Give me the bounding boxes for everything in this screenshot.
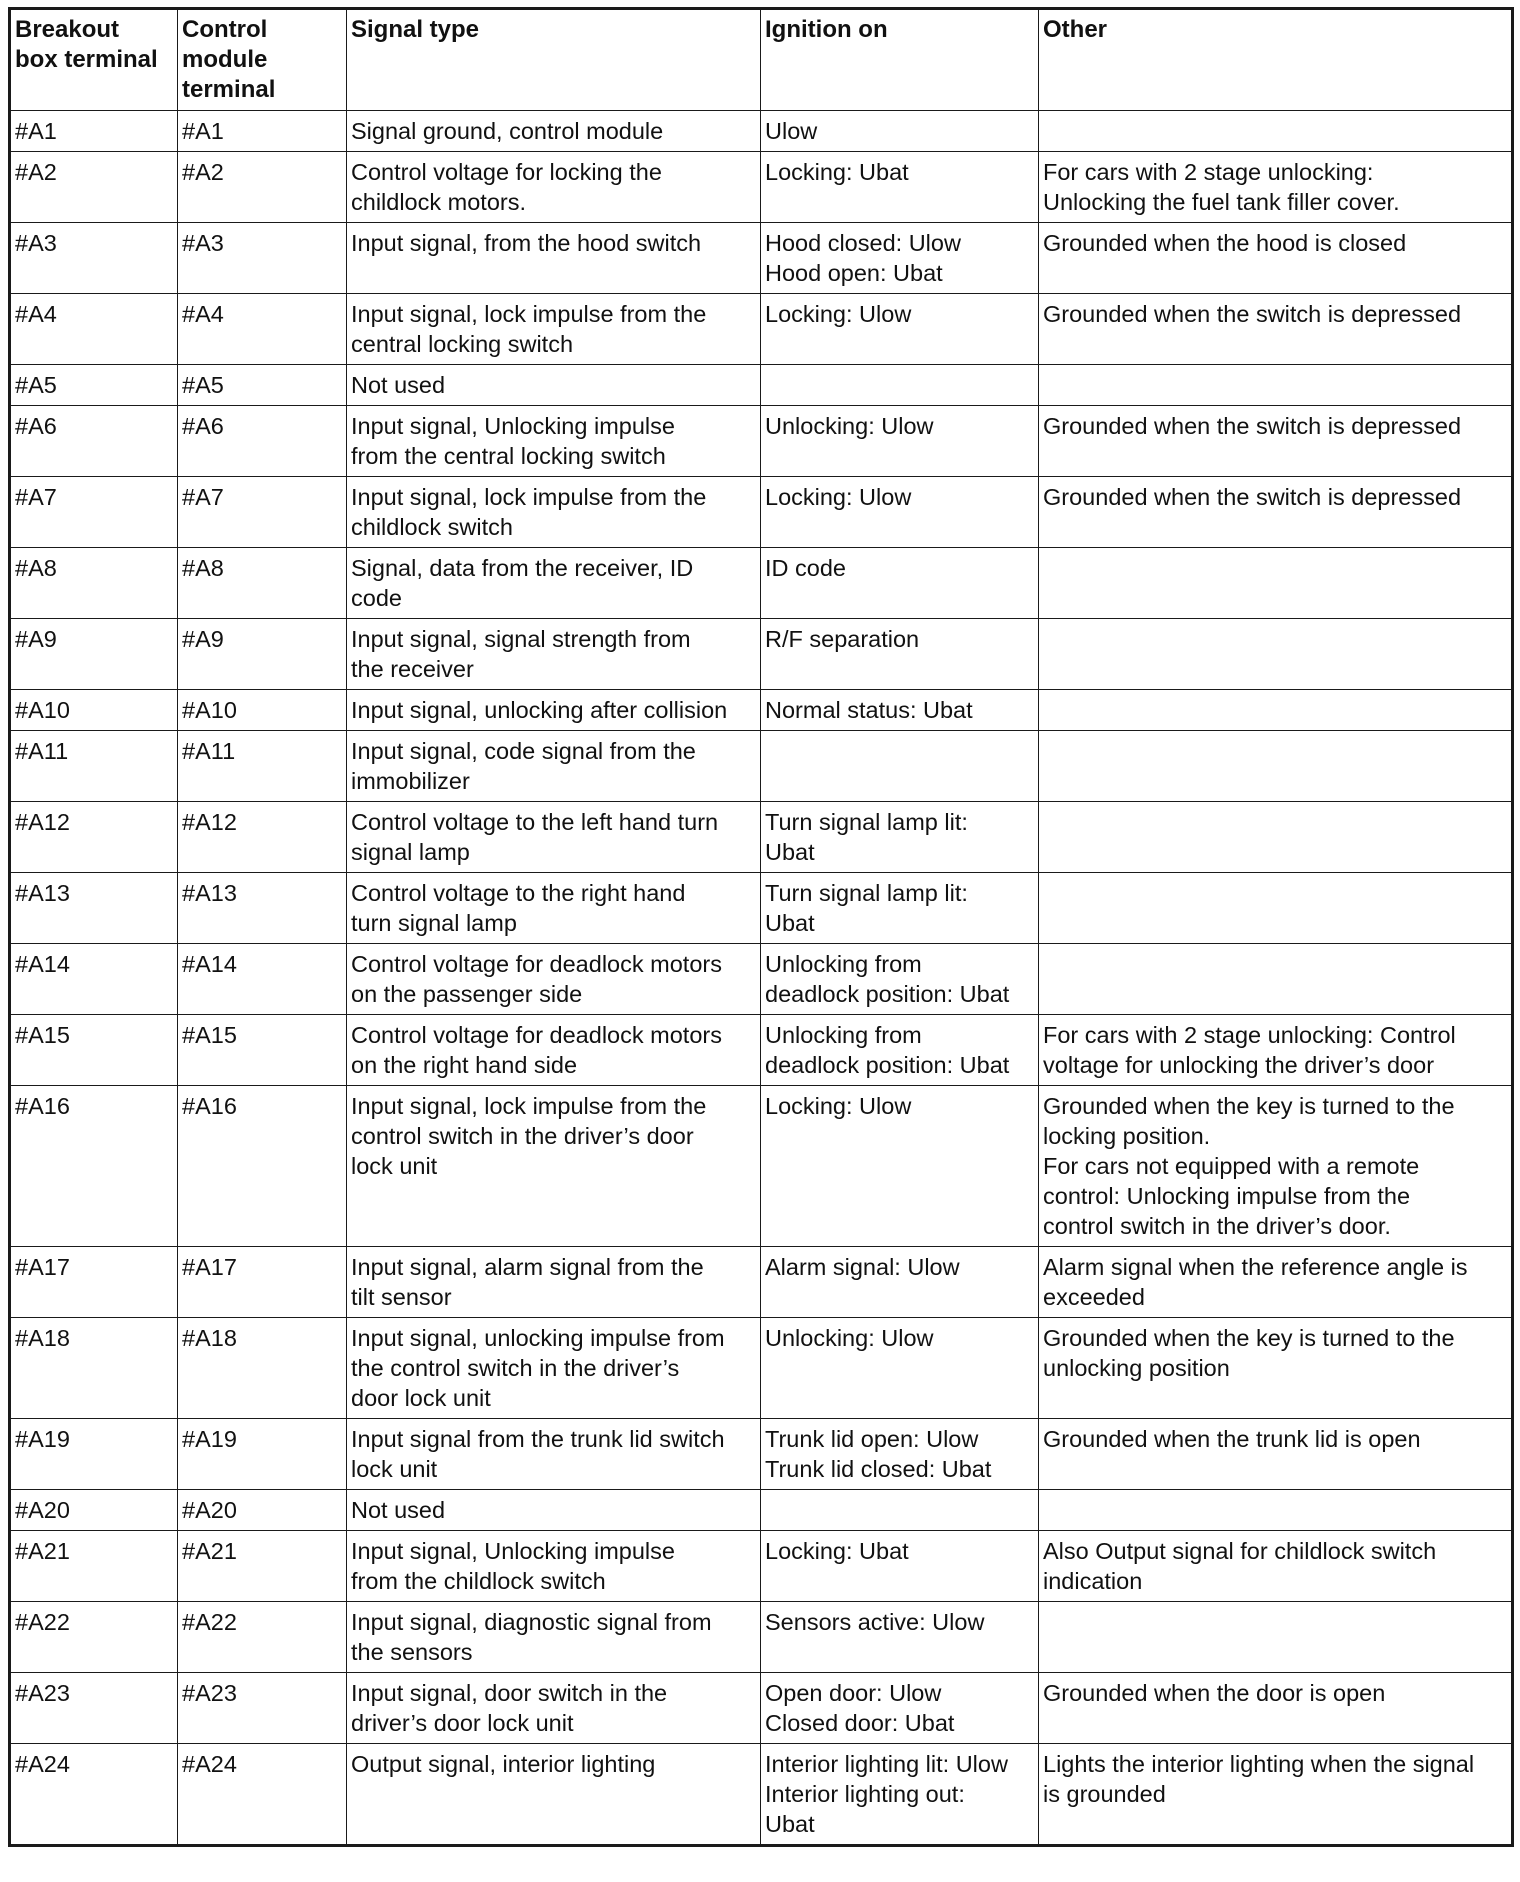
table-row [10, 802, 1513, 873]
control-module-terminal-cell: #A11 [178, 731, 347, 802]
ignition-on-cell: Alarm signal: Ulow [761, 1247, 1039, 1318]
signal-type-cell: Input signal, lock impulse from the central locking switch [347, 294, 761, 365]
signal-type-cell: Input signal, code signal from the immobilizer [347, 731, 761, 802]
table-row [10, 365, 1513, 406]
control-module-terminal-cell: #A15 [178, 1015, 347, 1086]
ignition-on-cell: R/F separation [761, 619, 1039, 690]
table-row [10, 1531, 1513, 1602]
table-row [10, 873, 1513, 944]
breakout-terminal-cell: #A22 [10, 1602, 178, 1673]
table-row [10, 1490, 1513, 1531]
other-cell [1039, 690, 1513, 731]
control-module-terminal-cell: #A23 [178, 1673, 347, 1744]
table-row [10, 1744, 1513, 1846]
signal-type-cell: Control voltage for locking the childlock motors. [347, 152, 761, 223]
breakout-terminal-cell: #A14 [10, 944, 178, 1015]
breakout-terminal-cell: #A15 [10, 1015, 178, 1086]
other-cell: For cars with 2 stage unlocking: Control voltage for unlocking the driver’s door [1039, 1015, 1513, 1086]
control-module-terminal-cell: #A10 [178, 690, 347, 731]
control-module-terminal-cell: #A16 [178, 1086, 347, 1247]
control-module-terminal-cell: #A4 [178, 294, 347, 365]
signal-type-cell: Input signal from the trunk lid switch lock unit [347, 1419, 761, 1490]
header-control-module-terminal: Control module terminal [178, 9, 347, 111]
other-cell: For cars with 2 stage unlocking: Unlocking the fuel tank filler cover. [1039, 152, 1513, 223]
other-cell: Grounded when the key is turned to the unlocking position [1039, 1318, 1513, 1419]
signal-type-cell: Signal ground, control module [347, 111, 761, 152]
breakout-terminal-cell: #A23 [10, 1673, 178, 1744]
table-row [10, 548, 1513, 619]
table-row [10, 1673, 1513, 1744]
breakout-terminal-cell: #A21 [10, 1531, 178, 1602]
breakout-terminal-cell: #A13 [10, 873, 178, 944]
signal-type-cell: Input signal, lock impulse from the childlock switch [347, 477, 761, 548]
control-module-terminal-cell: #A12 [178, 802, 347, 873]
table-row [10, 1015, 1513, 1086]
table-row [10, 1602, 1513, 1673]
ignition-on-cell: Locking: Ubat [761, 152, 1039, 223]
ignition-on-cell: Trunk lid open: Ulow Trunk lid closed: Ubat [761, 1419, 1039, 1490]
other-cell [1039, 731, 1513, 802]
table-row [10, 619, 1513, 690]
ignition-on-cell: Interior lighting lit: Ulow Interior lighting out: Ubat [761, 1744, 1039, 1846]
control-module-terminal-cell: #A13 [178, 873, 347, 944]
ignition-on-cell: Locking: Ulow [761, 294, 1039, 365]
ignition-on-cell [761, 1490, 1039, 1531]
signal-type-cell: Input signal, door switch in the driver’s door lock unit [347, 1673, 761, 1744]
breakout-terminal-cell: #A5 [10, 365, 178, 406]
signal-type-cell: Input signal, Unlocking impulse from the central locking switch [347, 406, 761, 477]
table-row [10, 1318, 1513, 1419]
signal-type-cell: Control voltage to the left hand turn signal lamp [347, 802, 761, 873]
other-cell: Also Output signal for childlock switch indication [1039, 1531, 1513, 1602]
other-cell: Lights the interior lighting when the signal is grounded [1039, 1744, 1513, 1846]
control-module-terminal-cell: #A6 [178, 406, 347, 477]
control-module-terminal-cell: #A3 [178, 223, 347, 294]
other-cell: Grounded when the switch is depressed [1039, 406, 1513, 477]
ignition-on-cell [761, 365, 1039, 406]
other-cell: Grounded when the key is turned to the locking position. For cars not equipped with a remote control: Unlocking impulse from the control switch in the driver’s door. [1039, 1086, 1513, 1247]
signal-type-cell: Input signal, from the hood switch [347, 223, 761, 294]
control-module-terminal-cell: #A18 [178, 1318, 347, 1419]
other-cell: Alarm signal when the reference angle is exceeded [1039, 1247, 1513, 1318]
table-header [10, 9, 1513, 111]
ignition-on-cell: Locking: Ulow [761, 1086, 1039, 1247]
breakout-terminal-cell: #A7 [10, 477, 178, 548]
table-row [10, 1419, 1513, 1490]
breakout-terminal-cell: #A17 [10, 1247, 178, 1318]
signal-type-cell: Input signal, unlocking impulse from the control switch in the driver’s door lock unit [347, 1318, 761, 1419]
other-cell [1039, 1602, 1513, 1673]
other-cell [1039, 111, 1513, 152]
breakout-terminal-cell: #A11 [10, 731, 178, 802]
control-module-terminal-cell: #A14 [178, 944, 347, 1015]
signal-type-cell: Control voltage for deadlock motors on the passenger side [347, 944, 761, 1015]
table-row [10, 294, 1513, 365]
table-row [10, 690, 1513, 731]
table-row [10, 406, 1513, 477]
breakout-terminal-cell: #A6 [10, 406, 178, 477]
breakout-terminal-cell: #A12 [10, 802, 178, 873]
other-cell: Grounded when the trunk lid is open [1039, 1419, 1513, 1490]
table-row [10, 944, 1513, 1015]
signal-type-cell: Control voltage to the right hand turn signal lamp [347, 873, 761, 944]
ignition-on-cell [761, 731, 1039, 802]
breakout-terminal-cell: #A4 [10, 294, 178, 365]
other-cell [1039, 944, 1513, 1015]
ignition-on-cell: Locking: Ulow [761, 477, 1039, 548]
breakout-terminal-cell: #A2 [10, 152, 178, 223]
ignition-on-cell: Unlocking: Ulow [761, 406, 1039, 477]
other-cell [1039, 365, 1513, 406]
table-row [10, 111, 1513, 152]
control-module-terminal-cell: #A22 [178, 1602, 347, 1673]
other-cell [1039, 873, 1513, 944]
signal-type-cell: Input signal, lock impulse from the control switch in the driver’s door lock unit [347, 1086, 761, 1247]
other-cell [1039, 548, 1513, 619]
ignition-on-cell: Hood closed: Ulow Hood open: Ubat [761, 223, 1039, 294]
table-row [10, 731, 1513, 802]
signal-type-cell: Signal, data from the receiver, ID code [347, 548, 761, 619]
other-cell [1039, 1490, 1513, 1531]
ignition-on-cell: Locking: Ubat [761, 1531, 1039, 1602]
ignition-on-cell: Ulow [761, 111, 1039, 152]
other-cell: Grounded when the door is open [1039, 1673, 1513, 1744]
control-module-terminal-cell: #A1 [178, 111, 347, 152]
other-cell [1039, 619, 1513, 690]
other-cell [1039, 802, 1513, 873]
breakout-terminal-cell: #A20 [10, 1490, 178, 1531]
header-ignition-on: Ignition on [761, 9, 1039, 111]
other-cell: Grounded when the switch is depressed [1039, 477, 1513, 548]
table-row [10, 152, 1513, 223]
table-row [10, 477, 1513, 548]
signal-type-cell: Input signal, unlocking after collision [347, 690, 761, 731]
table-row [10, 223, 1513, 294]
control-module-terminal-cell: #A17 [178, 1247, 347, 1318]
breakout-terminal-cell: #A16 [10, 1086, 178, 1247]
control-module-terminal-cell: #A9 [178, 619, 347, 690]
control-module-terminal-cell: #A24 [178, 1744, 347, 1846]
breakout-terminal-cell: #A8 [10, 548, 178, 619]
control-module-terminal-cell: #A8 [178, 548, 347, 619]
ignition-on-cell: Open door: Ulow Closed door: Ubat [761, 1673, 1039, 1744]
breakout-terminal-cell: #A3 [10, 223, 178, 294]
header-row [10, 9, 1513, 111]
ignition-on-cell: Turn signal lamp lit: Ubat [761, 873, 1039, 944]
control-module-terminal-cell: #A19 [178, 1419, 347, 1490]
ignition-on-cell: Unlocking: Ulow [761, 1318, 1039, 1419]
signal-type-cell: Input signal, alarm signal from the tilt sensor [347, 1247, 761, 1318]
table-body [10, 111, 1513, 1846]
ignition-on-cell: Sensors active: Ulow [761, 1602, 1039, 1673]
header-signal-type: Signal type [347, 9, 761, 111]
breakout-terminal-cell: #A18 [10, 1318, 178, 1419]
breakout-terminal-cell: #A9 [10, 619, 178, 690]
ignition-on-cell: Normal status: Ubat [761, 690, 1039, 731]
control-module-terminal-cell: #A2 [178, 152, 347, 223]
signal-type-cell: Not used [347, 365, 761, 406]
signal-type-cell: Input signal, signal strength from the receiver [347, 619, 761, 690]
table-row [10, 1247, 1513, 1318]
terminal-signal-table [8, 7, 1514, 1847]
control-module-terminal-cell: #A20 [178, 1490, 347, 1531]
breakout-terminal-cell: #A1 [10, 111, 178, 152]
signal-type-cell: Input signal, diagnostic signal from the sensors [347, 1602, 761, 1673]
ignition-on-cell: Unlocking from deadlock position: Ubat [761, 1015, 1039, 1086]
header-breakout-box-terminal: Breakout box terminal [10, 9, 178, 111]
signal-type-cell: Control voltage for deadlock motors on the right hand side [347, 1015, 761, 1086]
header-other: Other [1039, 9, 1513, 111]
ignition-on-cell: ID code [761, 548, 1039, 619]
table-row [10, 1086, 1513, 1247]
other-cell: Grounded when the hood is closed [1039, 223, 1513, 294]
control-module-terminal-cell: #A7 [178, 477, 347, 548]
breakout-terminal-cell: #A10 [10, 690, 178, 731]
ignition-on-cell: Turn signal lamp lit: Ubat [761, 802, 1039, 873]
control-module-terminal-cell: #A5 [178, 365, 347, 406]
signal-type-cell: Not used [347, 1490, 761, 1531]
control-module-terminal-cell: #A21 [178, 1531, 347, 1602]
other-cell: Grounded when the switch is depressed [1039, 294, 1513, 365]
signal-type-cell: Input signal, Unlocking impulse from the childlock switch [347, 1531, 761, 1602]
breakout-terminal-cell: #A24 [10, 1744, 178, 1846]
ignition-on-cell: Unlocking from deadlock position: Ubat [761, 944, 1039, 1015]
breakout-terminal-cell: #A19 [10, 1419, 178, 1490]
signal-type-cell: Output signal, interior lighting [347, 1744, 761, 1846]
